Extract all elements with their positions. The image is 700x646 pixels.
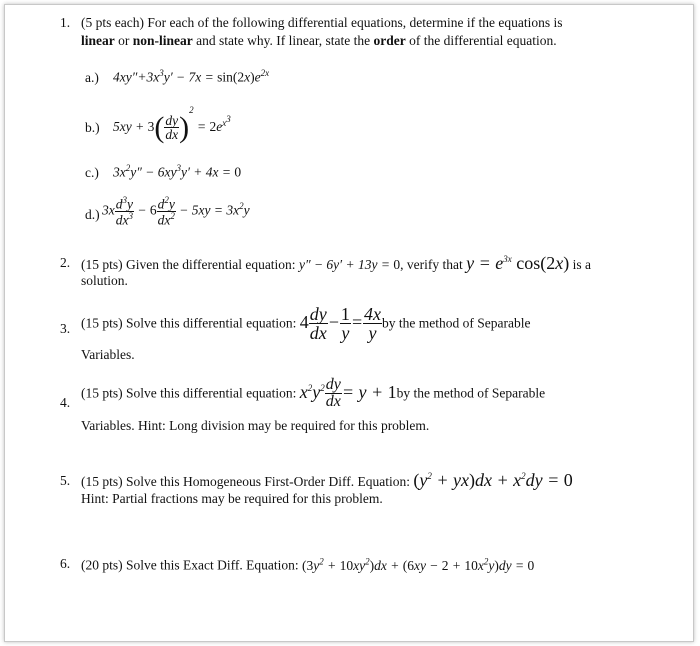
problem-6-line1 [81, 556, 534, 574]
problem-5-line2: Hint: Partial fractions may be required for this problem. [81, 491, 383, 506]
mid-text: and state why. If linear, state the [196, 33, 371, 48]
linear-bold: linear [81, 33, 115, 48]
problem-1-line2 [81, 33, 557, 49]
problem-3-line1 [81, 305, 531, 342]
problem-1-number: 1. [60, 15, 71, 30]
problem-6-equation: $(3y^2 + 10xy^2)dx + (6xy - 2 + 10x^2y)dy = 0$ [301, 556, 535, 573]
equation-b: 5xy + 3( $\frac{dy}{dx}$ )$^2 = 2e^{x^3}$ [113, 105, 231, 144]
problem-2-line1 [81, 253, 591, 274]
equation-c: $3x^2y'' - 6xy^3y' + 4x = 0$ [113, 163, 242, 180]
problem-6-pre: (20 pts) Solve this Exact Diff. Equation: [81, 557, 299, 573]
equation-a: $4xy''+3x^3y' - 7x = \sin(2x)e^{2x}$ [113, 68, 270, 85]
problem-2-number: 2. [60, 255, 71, 270]
problem-3-line2: Variables. [81, 347, 135, 362]
problem-4-line1 [81, 377, 545, 410]
problem-5-equation: $(y^2 + yx)dx + x^2dy = 0$ [413, 470, 573, 490]
problem-4-number: 4. [60, 395, 71, 410]
part-b-label: b.) [85, 120, 100, 135]
problem-4-pre: (15 pts) Solve this differential equation: [81, 385, 297, 401]
equation-d: 3x $\frac{d^3y}{dx^3}$ − 6 $\frac{d^2y}{dx^2}$ − $5xy = 3x^2y$ [102, 195, 250, 228]
non-linear-bold: non-linear [132, 33, 193, 48]
problem-2-equation: y″ − 6y′ + 13y = 0 [298, 257, 401, 272]
problem-3-number: 3. [60, 321, 71, 336]
or-text: or [118, 33, 130, 48]
part-a-label: a.) [85, 70, 99, 85]
problem-4-equation: $x^2y^2$ $\frac{dy}{dx}$ = y + 1 [299, 376, 397, 410]
problem-3-pre: (15 pts) Solve this differential equation: [81, 315, 297, 331]
problem-5-line1 [81, 470, 573, 491]
problem-6-number: 6. [60, 556, 71, 571]
problem-4-post: by the method of Separable [396, 385, 546, 401]
problem-3-equation: 4 $\frac{dy}{dx}$ − $\frac{1}{y}$ = $\frac{4x}{y}$ [299, 304, 382, 343]
end-text: of the differential equation. [409, 33, 557, 48]
problem-3-post: by the method of Separable [382, 315, 531, 331]
problem-5-pre: (15 pts) Solve this Homogeneous First-Order Diff. Equation: [81, 474, 410, 489]
problem-2-solution: $y = e^{3x}$ cos(2x) [466, 253, 570, 273]
problem-1-line1: (5 pts each) For each of the following differential equations, determine if the equations is [81, 15, 563, 30]
problem-2-pre: (15 pts) Given the differential equation: [81, 257, 296, 272]
problem-2-mid: , verify that [400, 257, 463, 272]
order-bold: order [373, 33, 406, 48]
problem-2-line2: solution. [81, 273, 128, 288]
problem-5-number: 5. [60, 473, 71, 488]
part-c-label: c.) [85, 165, 99, 180]
problem-4-line2: Variables. Hint: Long division may be required for this problem. [81, 418, 430, 433]
problem-2-post: is a [572, 257, 591, 272]
part-d-label: d.) [85, 207, 100, 222]
